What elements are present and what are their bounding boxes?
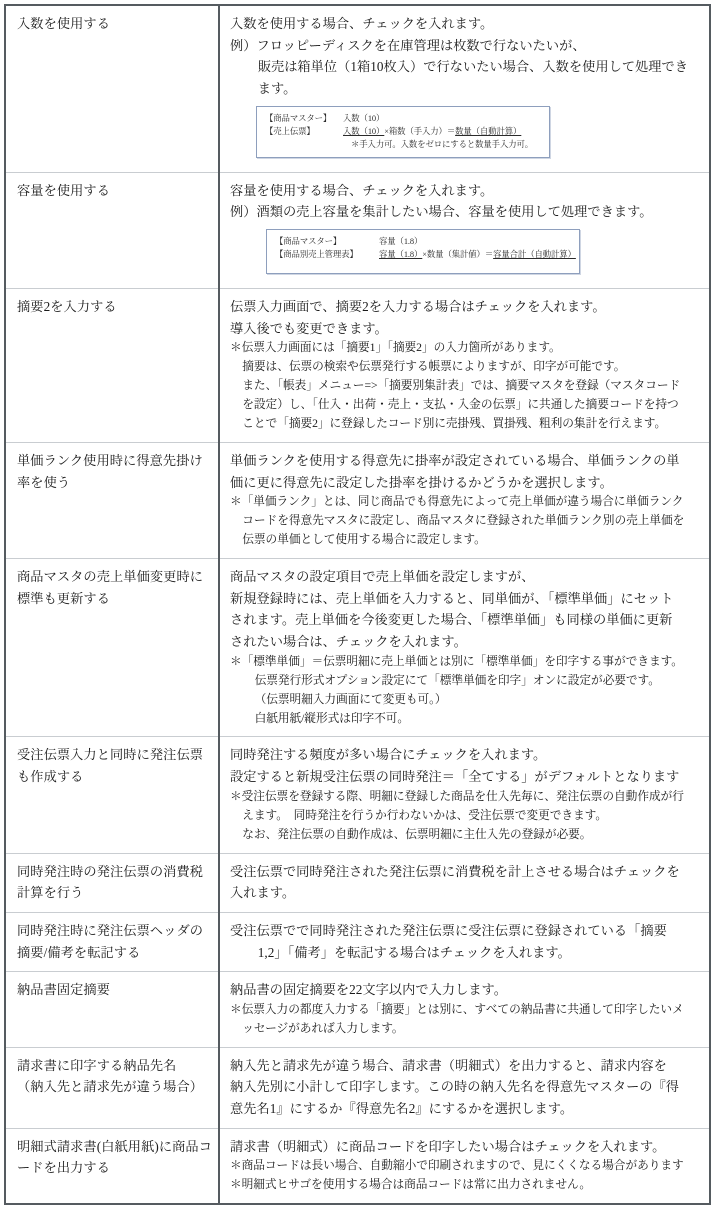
description-line: 伝票入力画面で、摘要2を入力する場合はチェックを入れます。 [230,298,606,314]
description-line: 単価ランクを使用する得意先に掛率が設定されている場合、単価ランクの単 [230,452,680,468]
description-line: 入数を使用する場合、チェックを入れます。 [230,16,494,31]
setting-description-cell [219,288,710,442]
description-line: されます。売上単価を今後変更した場合、「標準単価」も同様の単価に更新 [230,612,673,628]
description-note-line: 伝票の単価として使用する場合に設定します。 [242,533,486,547]
setting-description-cell [219,912,710,971]
description-note-line: なお、発注伝票の自動作成は、伝票明細に主仕入先の登録が必要。 [242,827,592,841]
setting-label-cell [5,737,219,853]
setting-label-cell [5,559,219,737]
setting-label-text: 単価ランク使用時に得意先掛け率を使う [17,452,203,490]
setting-label-text: 同時発注時の発注伝票の消費税計算を行う [17,863,204,901]
setting-description-cell [219,853,710,912]
table-row [5,912,710,971]
table-row [5,442,710,558]
table-row [5,288,710,442]
description-note-line: 摘要は、伝票の検索や伝票発行する帳票によりますが、印字が可能です。 [242,360,626,374]
setting-label-cell [5,853,219,912]
setting-label-text: 受注伝票入力と同時に発注伝票も作成する [17,747,204,785]
example-formula-term: ×数量（集計値）＝ [422,249,494,259]
description-note-line: ッセージがあれば入力します。 [242,1021,404,1035]
description-line: 同時発注する頻度が多い場合にチェックを入れます。 [230,747,547,763]
setting-label-cell [5,1047,219,1128]
setting-label-text: 摘要2を入力する [17,298,117,314]
example-source-label: 【売上伝票】 [265,126,315,136]
setting-label-text: 入数を使用する [17,16,111,31]
description-note-line: ＊商品コードは長い場合、自動縮小で印刷されますので、見にくくなる場合があります [230,1159,684,1173]
description-line: 入れます。 [230,885,296,901]
description-line: 受注伝票で同時発注された発注伝票に消費税を計上させる場合はチェックを [230,863,680,879]
description-note-line: を設定）し、「仕入・出荷・売上・支払・入金の伝票」に共通した摘要コードを持つ [242,398,679,412]
setting-description-cell [219,1128,710,1204]
example-formula-row [275,248,576,261]
example-formula-row [275,235,570,248]
setting-label-text: 納品書固定摘要 [17,982,111,998]
description-note-line: 伝票発行形式オプション設定にて「標準単価を印字」オンに設定が必要です。 [254,673,660,687]
example-formula-value [343,125,540,138]
setting-label-cell [5,912,219,971]
description-line: 請求書（明細式）に商品コードを印字したい場合はチェックを入れます。 [230,1138,666,1154]
setting-label-text: 容量を使用する [17,182,111,198]
table-row [5,172,710,288]
example-formula-term: 入数（10） [343,126,385,136]
setting-label-cell [5,172,219,288]
description-note-line: ＊伝票入力の都度入力する「摘要」とは別に、すべての納品書に共通して印字したいメ [230,1002,684,1016]
setting-label-line: 請求書に印字する納品先名 [17,1057,177,1073]
setting-label-cell [5,1128,219,1204]
table-body [5,5,710,1204]
setting-label-cell [5,442,219,558]
table-row [5,559,710,737]
description-line: 1,2」「備考」を転記する場合はチェックを入れます。 [257,944,571,960]
setting-label-cell [5,5,219,172]
description-line: 意先名1』にするか『得意先名2』にするかを選択します。 [230,1101,574,1117]
example-formula-value [379,248,576,261]
setting-label-line: （納入先と請求先が違う場合） [17,1079,204,1095]
description-line: 新規登録時には、売上単価を入力すると、同単価が、「標準単価」にセット [230,590,674,606]
table-row [5,853,710,912]
description-line: されたい場合は、チェックを入れます。 [230,634,467,650]
example-formula-box [256,106,550,158]
example-source-label: 【商品別売上管理表】 [275,249,358,259]
description-note-line: ＊「単価ランク」とは、同じ商品でも得意先によって売上単価が違う場合に単価ランク [230,495,684,509]
description-line: 販売は箱単位（1箱10枚入）で行ないたい場合、入数を使用して処理できます。 [257,59,689,96]
setting-description-cell [219,559,710,737]
example-formula-box [266,229,580,274]
table-row [5,737,710,853]
table-row [5,5,710,172]
description-line: 納品書の固定摘要を22文字以内で入力します。 [230,982,507,998]
example-formula-term: 容量合計（自動計算） [493,249,576,259]
setting-description-cell [219,442,710,558]
description-note-line: 白紙用紙/縦形式は印字不可。 [254,711,410,725]
setting-label-text: 同時発注時に発注伝票ヘッダの摘要/備考を転記する [17,922,204,960]
description-note-line: ＊明細式ヒサゴを使用する場合は商品コードは常に出力されません。 [230,1178,591,1192]
description-note-line: ＊「標準単価」＝伝票明細に売上単価とは別に「標準単価」を印字する事ができます。 [230,654,683,668]
description-note-line: また、「帳表」メニュー=>「摘要別集計表」では、摘要マスタを登録（マスタコード [242,379,681,393]
description-line: 受注伝票でで同時発注された発注伝票に受注伝票に登録されている「摘要 [230,922,667,938]
description-line: 納入先別に小計して印字します。この時の納入先名を得意先マスターの『得 [230,1079,680,1095]
example-formula-value: 容量（1.8） [379,236,423,246]
setting-label-text: 明細式請求書(白紙用紙)に商品コードを出力する [17,1138,213,1176]
example-footnote: ＊手入力可。入数をゼロにすると数量手入力可。 [351,139,534,149]
example-formula-term: 容量（1.8） [379,249,423,259]
settings-reference-table [4,4,711,1205]
description-note-line: （伝票明細入力画面にて変更も可。） [254,692,447,706]
setting-description-cell [219,1047,710,1128]
description-line: 例）酒類の売上容量を集計したい場合、容量を使用して処理できます。 [230,204,653,220]
setting-description-cell [219,972,710,1048]
setting-label-text: 商品マスタの売上単価変更時に標準も更新する [17,569,204,606]
description-line: 設定すると新規受注伝票の同時発注＝「全てする」がデフォルトとなります [230,769,680,785]
description-note-line: ＊受注伝票を登録する際、明細に登録した商品を仕入先毎に、発注伝票の自動作成が行 [230,789,684,803]
description-note-line: ＊伝票入力画面には「摘要1」「摘要2」の入力箇所があります。 [230,341,561,355]
description-line: 納入先と請求先が違う場合、請求書（明細式）を出力すると、請求内容を [230,1057,667,1073]
example-formula-value: 入数（10） [343,113,385,123]
example-formula-term: 数量（自動計算） [455,126,522,136]
setting-label-cell [5,288,219,442]
example-formula-row [265,125,540,138]
description-note-line: ことで「摘要2」に登録したコード別に売掛残、買掛残、粗利の集計を行えます。 [242,417,667,431]
setting-description-cell [219,737,710,853]
description-line: 容量を使用する場合、チェックを入れます。 [230,182,494,198]
setting-description-cell [219,172,710,288]
example-source-label: 【商品マスター】 [275,236,342,246]
description-line: 例）フロッピーディスクを在庫管理は枚数で行ないたいが、 [230,37,586,53]
setting-description-cell [219,5,710,172]
description-line: 価に更に得意先に設定した掛率を掛けるかどうかを選択します。 [230,474,613,490]
table-row [5,972,710,1048]
example-source-label: 【商品マスター】 [265,113,332,123]
table-row [5,1047,710,1128]
description-note-line: コードを得意先マスタに設定し、商品マスタに登録された単価ランク別の売上単価を [242,514,685,528]
description-note-line: えます。 同時発注を行うか行わないかは、受注伝票で変更できます。 [242,808,607,822]
table-row [5,1128,710,1204]
example-formula-row [265,112,540,125]
example-formula-term: ×箱数（手入力）＝ [384,126,456,136]
setting-label-cell [5,972,219,1048]
description-line: 導入後でも変更できます。 [230,320,388,336]
description-line: 商品マスタの設定項目で売上単価を設定しますが、 [230,569,535,585]
